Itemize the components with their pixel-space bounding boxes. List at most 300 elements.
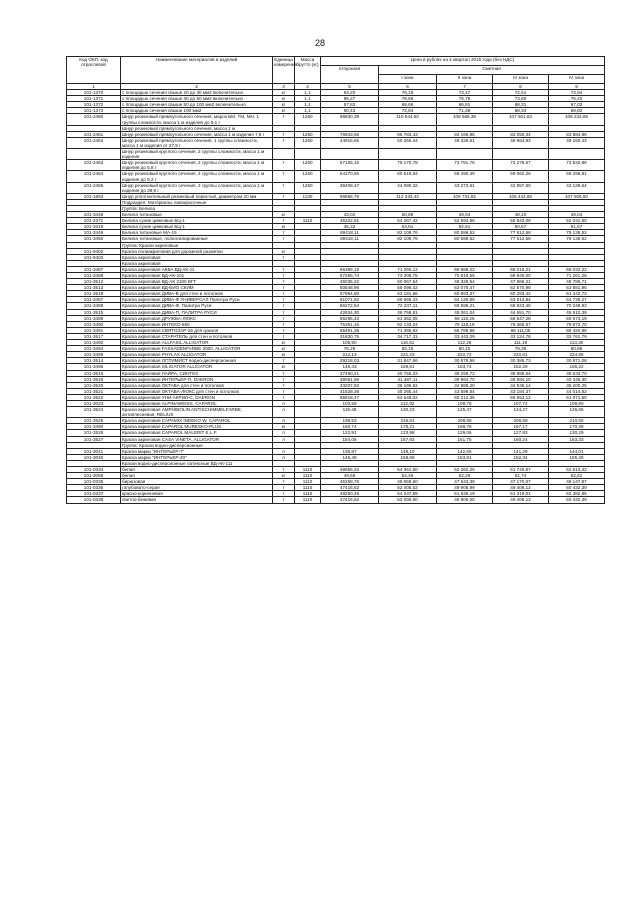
cell-zone-1-price: 60 519,64 xyxy=(379,171,437,182)
cell-zone-3-price: 73,80 xyxy=(493,96,549,102)
cell-zone-2-price: 69 586,21 xyxy=(437,303,493,309)
cell-name: Краска акриловая ДИВА-В для стен и потолков xyxy=(121,291,273,297)
column-number: 5 xyxy=(321,84,379,90)
column-number: 3 xyxy=(273,84,295,90)
cell-code: 101-3515 xyxy=(67,309,121,315)
cell-zone-2-price: 64 125,55 xyxy=(437,297,493,303)
cell-code: 101-3490 xyxy=(67,424,121,430)
cell-zone-3-price: 73 278,57 xyxy=(493,160,549,171)
cell-name: Краска акриловая AMPHIBOLIN ANTISCHIMMELFARBE, антиплесневая, RELIUS xyxy=(121,407,273,418)
cell-release-price: 65399,19 xyxy=(321,266,379,272)
cell-zone-4-price: 52 382,85 xyxy=(549,491,605,497)
cell-zone-2-price: 71,38 xyxy=(437,108,493,114)
cell-zone-4-price: 51,67 xyxy=(549,224,605,230)
cell-mass: 1110 xyxy=(295,473,321,479)
cell-code: 101-3513 xyxy=(67,285,121,291)
cell-zone-4-price: 49,04 xyxy=(549,212,605,218)
cell-zone-1-price: 63 181,86 xyxy=(379,291,437,297)
cell-zone-3-price: 111,19 xyxy=(493,340,549,346)
cell-name: с площадью сечения свыше 50 до 100 мм2 включительно xyxy=(121,102,273,108)
cell-code: 101-3496 xyxy=(67,364,121,370)
cell-release-price: 99856,79 xyxy=(321,193,379,199)
cell-unit: кг xyxy=(273,212,295,218)
cell-name: Краска акриловая ДИВА-Ф УНИВЕРСАЛ Палитра Руси xyxy=(121,297,273,303)
cell-code: 101-3516 xyxy=(67,370,121,376)
cell-name: Краска марки "ИНТЕРЬЕР-7" xyxy=(121,448,273,454)
cell-name: Краска акриловая PHYLAX ALLIGATOR xyxy=(121,352,273,358)
cell-name: Краска марки "ИНТЕРЬЕР-20" xyxy=(121,454,273,460)
cell-code: 101-0337 xyxy=(67,491,121,497)
cell-zone-3-price: 51,74 xyxy=(493,473,549,479)
cell-name: Шнур резиновый круглого сечения, 2 группы сложности, масса 1 м изделия до 39,9 г xyxy=(121,182,273,193)
cell-zone-1-price: 36 196,52 xyxy=(379,382,437,388)
cell-zone-1-price: 83,16 xyxy=(379,346,437,352)
cell-zone-1-price: 76,18 xyxy=(379,90,437,96)
cell-release-price: 45,32 xyxy=(321,224,379,230)
cell-zone-4-price: 224,86 xyxy=(549,352,605,358)
cell-unit: т xyxy=(273,370,295,376)
cell-zone-4-price: 71 261,28 xyxy=(549,273,605,279)
cell-zone-4-price: 155,22 xyxy=(549,364,605,370)
cell-code: 101-3489 xyxy=(67,315,121,321)
cell-zone-3-price: 50,67 xyxy=(493,224,549,230)
cell-zone-1-price: 69,66 xyxy=(379,102,437,108)
cell-code: 101-1373 xyxy=(67,108,121,114)
cell-code: 101-0338 xyxy=(67,497,121,503)
cell-unit: кг xyxy=(273,473,295,479)
cell-zone-1-price: 159,61 xyxy=(379,364,437,370)
cell-zone-2-price: 49 326,61 xyxy=(437,137,493,148)
cell-unit: кг xyxy=(273,108,295,114)
cell-name: Краска акриловая ЛАЙРА, СИНТЕЗ xyxy=(121,370,273,376)
cell-release-price: 47416,62 xyxy=(321,497,379,503)
cell-zone-2-price: 153,74 xyxy=(437,364,493,370)
cell-name: белая xyxy=(121,473,273,479)
cell-name: Подраздел: Материалы лакокрасочные xyxy=(121,199,273,205)
cell-name: голубовато-серая xyxy=(121,485,273,491)
cell-code: 101-3488 xyxy=(67,273,121,279)
cell-zone-2-price: 129,06 xyxy=(437,430,493,436)
cell-zone-4-price: 69 033,22 xyxy=(549,266,605,272)
cell-zone-2-price xyxy=(437,149,493,160)
page-number: 28 xyxy=(314,38,325,48)
cell-zone-1-price: 231,23 xyxy=(379,352,437,358)
cell-zone-3-price: 68 111,05 xyxy=(493,327,549,333)
cell-zone-1-price: 72,84 xyxy=(379,108,437,114)
cell-zone-3-price: 39 584,10 xyxy=(493,376,549,382)
cell-name: Группа: Белила xyxy=(121,205,273,211)
cell-mass: 1260 xyxy=(295,114,321,125)
cell-code: 101-3521 xyxy=(67,388,121,394)
cell-name: Краска акриловая ДИВА-Ф, Палитра Руси xyxy=(121,303,273,309)
cell-mass: 1110 xyxy=(295,491,321,497)
cell-zone-2-price: 48 326,54 xyxy=(437,279,493,285)
cell-zone-3-price: 167,17 xyxy=(493,424,549,430)
cell-name: Краска акриловая ИНТЕКО-650 xyxy=(121,321,273,327)
cell-release-price: 65918,47 xyxy=(321,394,379,400)
cell-release-price: 75351,16 xyxy=(321,321,379,327)
cell-release-price: 66272,54 xyxy=(321,303,379,309)
cell-zone-2-price: 49 905,99 xyxy=(437,485,493,491)
cell-zone-4-price: 109,80 xyxy=(549,400,605,406)
cell-code: 101-0336 xyxy=(67,485,121,491)
cell-unit: кг xyxy=(273,224,295,230)
cell-name: Краска акриловая CAPAROL MURESKO-PLUS xyxy=(121,424,273,430)
cell-zone-4-price: 126,65 xyxy=(549,407,605,418)
cell-zone-1-price: 54 287,42 xyxy=(379,218,437,224)
cell-zone-2-price: 66,91 xyxy=(437,102,493,108)
cell-unit: т xyxy=(273,315,295,321)
table-row xyxy=(67,137,605,148)
cell-code: 101-3023 xyxy=(67,400,121,406)
cell-zone-3-price: 44 651,70 xyxy=(493,309,549,315)
cell-release-price: 146,49 xyxy=(321,454,379,460)
cell-zone-4-price: 44 014,82 xyxy=(549,388,605,394)
header-zone-3: III зона xyxy=(493,75,549,84)
cell-zone-3-price: 30 386,73 xyxy=(493,358,549,364)
header-price-title: Цена в рублях на 4 квартал 2015 года (без НДС) xyxy=(321,57,605,66)
column-number: 6 xyxy=(379,84,437,90)
cell-name: Краска акриловая АКВА ВД-АК-11 xyxy=(121,266,273,272)
cell-code: 101-3525 xyxy=(67,418,121,424)
cell-mass: 1110 xyxy=(295,485,321,491)
cell-zone-3-price: 68,34 xyxy=(493,108,549,114)
cell-mass: 1260 xyxy=(295,137,321,148)
cell-zone-1-price: 216,51 xyxy=(379,418,437,424)
cell-zone-2-price: 108,76 xyxy=(437,400,493,406)
cell-name: Шнур резиновый прямоугольного сечения, масса 1 м изделия 7,8 г xyxy=(121,131,273,137)
cell-zone-3-price xyxy=(493,149,549,160)
cell-zone-2-price: 45 061,04 xyxy=(437,309,493,315)
cell-zone-4-price: 45 510,39 xyxy=(549,309,605,315)
cell-release-price: 146,43 xyxy=(321,364,379,370)
column-number: 2 xyxy=(121,84,273,90)
cell-zone-3-price: 127,83 xyxy=(493,430,549,436)
cell-zone-2-price: 153,81 xyxy=(437,454,493,460)
cell-zone-2-price: 59 490,49 xyxy=(437,171,493,182)
cell-release-price: 39408,47 xyxy=(321,182,379,193)
cell-unit: т xyxy=(273,358,295,364)
cell-name: белая xyxy=(121,467,273,473)
cell-name: Краска акриловая СТАРАТЕЛЬ для стен и потолков xyxy=(121,333,273,339)
cell-code: 101-3495 xyxy=(67,352,121,358)
cell-unit: т xyxy=(273,266,295,272)
cell-release-price: 50548,96 xyxy=(321,285,379,291)
cell-zone-1-price: 61 362,05 xyxy=(379,315,437,321)
cell-code: 101-3520 xyxy=(67,382,121,388)
cell-release-price: 69418,11 xyxy=(321,230,379,236)
cell-zone-2-price: 84 166,85 xyxy=(437,131,493,137)
cell-release-price: 65,27 xyxy=(321,96,379,102)
cell-name: Краска акриловая ВД-АК 2180 ВГТ xyxy=(121,279,273,285)
cell-zone-3-price: 42 957,60 xyxy=(493,182,549,193)
cell-zone-3-price: 141,29 xyxy=(493,448,549,454)
cell-name: Шнур резиновый круглого сечения, 2 группы сложности, масса 1 м изделия до 9,2 г xyxy=(121,171,273,182)
cell-code: 101-3522 xyxy=(67,394,121,400)
cell-zone-2-price: 70 618,59 xyxy=(437,273,493,279)
cell-zone-4-price: 39 633,70 xyxy=(549,370,605,376)
header-mass: Масса брутто (кг) xyxy=(295,57,321,84)
cell-zone-4-price: 52,61 xyxy=(549,473,605,479)
cell-zone-4-price: 79 135,52 xyxy=(549,230,605,236)
cell-zone-1-price: 52 005,50 xyxy=(379,497,437,503)
cell-name: Краска акриловая ДИВА-П, ПАЛИТРА РУСИ xyxy=(121,309,273,315)
cell-code: 101-2464 xyxy=(67,171,121,182)
cell-release-price: 63,20 xyxy=(321,90,379,96)
cell-zone-1-price: 116,51 xyxy=(379,340,437,346)
cell-zone-1-price: 31 847,66 xyxy=(379,358,437,364)
cell-zone-3-price: 105 443,88 xyxy=(493,193,549,199)
cell-mass: 1110 xyxy=(295,218,321,224)
cell-zone-1-price: 46 758,81 xyxy=(379,309,437,315)
cell-name: с площадью сечения свыше 100 мм2 xyxy=(121,108,273,114)
cell-zone-2-price: 108 569,38 xyxy=(437,114,493,125)
cell-zone-2-price: 76,78 xyxy=(437,96,493,102)
cell-release-price: 31830,75 xyxy=(321,333,379,339)
cell-unit: т xyxy=(273,467,295,473)
cell-release-price: 57,82 xyxy=(321,102,379,108)
cell-name: Шнур резиновый прямоугольного сечения, марок БМ, ТМ, МН, 1 группы сложности, масса 1 м изделия до 5,1 г xyxy=(121,114,273,125)
cell-name: с площадью сечения свыше 20 до 30 мм2 включительно xyxy=(121,90,273,96)
cell-name: красно-коричневая xyxy=(121,491,273,497)
cell-zone-4-price: 49 160,43 xyxy=(549,137,605,148)
cell-unit: т xyxy=(273,309,295,315)
cell-mass: 1130 xyxy=(295,193,321,199)
cell-unit: т xyxy=(273,394,295,400)
header-unit: Единица измерения xyxy=(273,57,295,84)
cell-zone-1-price: 175,21 xyxy=(379,424,437,430)
cell-unit: т xyxy=(273,193,295,199)
cell-zone-2-price: 80 586,52 xyxy=(437,236,493,242)
cell-zone-3-price: 50 943,08 xyxy=(493,218,549,224)
cell-zone-1-price: 50,89 xyxy=(379,212,437,218)
cell-name: Краска акриловая xyxy=(121,254,273,260)
cell-code: 101-0334 xyxy=(67,467,121,473)
cell-code: 101-3524 xyxy=(67,407,121,418)
cell-code: 101-3487 xyxy=(67,266,121,272)
cell-unit: т xyxy=(273,382,295,388)
cell-release-price: 61071,92 xyxy=(321,297,379,303)
cell-zone-1-price: 110 644,50 xyxy=(379,114,437,125)
cell-zone-4-price: 130,29 xyxy=(549,430,605,436)
cell-unit: т xyxy=(273,160,295,171)
cell-name: Краска акриловая CAPAMIX INDEKO W, CAPAROL xyxy=(121,418,273,424)
cell-name: светло-бежевая xyxy=(121,497,273,503)
cell-unit: т xyxy=(273,485,295,491)
cell-unit: т xyxy=(273,491,295,497)
cell-code: 101-3488 xyxy=(67,303,121,309)
cell-zone-1-price: 72 237,11 xyxy=(379,303,437,309)
cell-zone-3-price: 63 514,84 xyxy=(493,297,549,303)
cell-unit: л xyxy=(273,454,295,460)
cell-zone-4-price: 73,94 xyxy=(549,90,605,96)
cell-unit: кг xyxy=(273,352,295,358)
cell-name: Краска акриловая ДРУЖБА-ЛЮКС xyxy=(121,315,273,321)
cell-code: 101-3526 xyxy=(67,430,121,436)
cell-unit: т xyxy=(273,297,295,303)
cell-zone-1-price: 82 109,76 xyxy=(379,236,437,242)
cell-zone-2-price: 39 259,72 xyxy=(437,370,493,376)
cell-zone-3-price: 220,61 xyxy=(493,352,549,358)
cell-zone-3-price: 52 570,98 xyxy=(493,285,549,291)
cell-zone-4-price: 210,55 xyxy=(549,418,605,424)
cell-zone-1-price: 34 717,31 xyxy=(379,333,437,339)
cell-zone-2-price: 79 119,19 xyxy=(437,321,493,327)
cell-release-price: 37490,21 xyxy=(321,370,379,376)
cell-release-price: 135,87 xyxy=(321,448,379,454)
header-estimate: Сметная xyxy=(379,66,605,75)
cell-name: бирюзовая xyxy=(121,479,273,485)
cell-zone-1-price: 52 005,52 xyxy=(379,485,437,491)
cell-zone-4-price: 170,39 xyxy=(549,424,605,430)
cell-mass: 1260 xyxy=(295,131,321,137)
cell-zone-1-price: 78,68 xyxy=(379,96,437,102)
cell-code: 101-0335 xyxy=(67,479,121,485)
cell-zone-2-price: 161,75 xyxy=(437,436,493,442)
cell-zone-1-price: 133,98 xyxy=(379,430,437,436)
cell-zone-4-price: 50 432,39 xyxy=(549,485,605,491)
cell-zone-4-price: 59 296,81 xyxy=(549,171,605,182)
cell-zone-1-price: 75 170,78 xyxy=(379,160,437,171)
cell-zone-3-price: 58 547,28 xyxy=(493,315,549,321)
cell-unit: т xyxy=(273,333,295,339)
cell-code: 101-3491 xyxy=(67,327,121,333)
cell-zone-4-price: 69 420,88 xyxy=(549,327,605,333)
cell-zone-4-price: 61 442,72 xyxy=(549,291,605,297)
cell-name: Белила сухие цинковые БЦ-1 xyxy=(121,224,273,230)
cell-mass: 1,1 xyxy=(295,90,321,96)
cell-unit: кг xyxy=(273,340,295,346)
cell-zone-4-price: 35 200,25 xyxy=(549,382,605,388)
cell-zone-3-price: 49 406,13 xyxy=(493,497,549,503)
cell-code: 101-2463 xyxy=(67,160,121,171)
table-row xyxy=(67,114,605,125)
cell-zone-3-price: 79,35 xyxy=(493,346,549,352)
cell-zone-4-price: 64 736,27 xyxy=(549,297,605,303)
cell-zone-3-price: 68 015,21 xyxy=(493,266,549,272)
cell-mass xyxy=(295,149,321,160)
cell-zone-2-price: 80 586,52 xyxy=(437,230,493,236)
cell-zone-2-price: 47 643,39 xyxy=(437,479,493,485)
cell-zone-4-price: 107 608,50 xyxy=(549,193,605,199)
cell-zone-1-price: 71 385,62 xyxy=(379,327,437,333)
cell-zone-2-price: 52,26 xyxy=(437,473,493,479)
cell-zone-4-price: 61 071,50 xyxy=(549,394,605,400)
cell-mass: 1110 xyxy=(295,467,321,473)
cell-zone-1-price: 50 067,54 xyxy=(379,279,437,285)
cell-zone-4-price: 30 971,08 xyxy=(549,358,605,364)
cell-zone-2-price: 208,56 xyxy=(437,418,493,424)
cell-zone-4-price: 108 233,68 xyxy=(549,114,605,125)
cell-release-price: 49250,49 xyxy=(321,491,379,497)
cell-name: Краска акриловая xyxy=(121,260,273,266)
cell-release-price: 38061,59 xyxy=(321,376,379,382)
cell-zone-4-price: 70 248,93 xyxy=(549,303,605,309)
cell-zone-2-price: 43 599,54 xyxy=(437,388,493,394)
cell-release-price: 96830,39 xyxy=(321,114,379,125)
cell-zone-2-price: 125,47 xyxy=(437,407,493,418)
cell-zone-4-price: 52 031,80 xyxy=(549,218,605,224)
cell-name: Краска акриловая SILIGATOR ALLIGATOR xyxy=(121,364,273,370)
cell-unit: кг xyxy=(273,364,295,370)
cell-name: Краска акриловая ОКТАВА-ЛЮКС для стен и потолков xyxy=(121,388,273,394)
cell-code: 101-2461 xyxy=(67,131,121,137)
cell-zone-2-price: 60 863,07 xyxy=(437,291,493,297)
cell-zone-4-price: 155,28 xyxy=(549,454,605,460)
header-name: Наименование материалов и изделий xyxy=(121,57,273,84)
cell-zone-2-price: 43 273,61 xyxy=(437,182,493,193)
cell-name: Краска акриловая CASA VINETA, ALLIGATOR xyxy=(121,436,273,442)
cell-unit: т xyxy=(273,497,295,503)
cell-zone-4-price: 73 532,89 xyxy=(549,160,605,171)
cell-unit: т xyxy=(273,285,295,291)
cell-zone-1-price: 54,46 xyxy=(379,473,437,479)
cell-unit: т xyxy=(273,171,295,182)
cell-code: 101-1370 xyxy=(67,90,121,96)
cell-zone-2-price: 73,17 xyxy=(437,90,493,96)
cell-zone-1-price: 53,81 xyxy=(379,224,437,230)
cell-zone-4-price: 59 673,19 xyxy=(549,315,605,321)
cell-zone-1-price: 167,93 xyxy=(379,436,437,442)
cell-zone-2-price: 109 731,82 xyxy=(437,193,493,199)
cell-code: 101-3450 xyxy=(67,236,121,242)
cell-release-price: 106,90 xyxy=(321,340,379,346)
cell-zone-4-price: 113,30 xyxy=(549,340,605,346)
cell-code: 101-3319 xyxy=(67,224,121,230)
cell-name: Белила титановые МА-15 xyxy=(121,230,273,236)
cell-mass: 1,1 xyxy=(295,108,321,114)
cell-name: Шнур резиновый круглого сечения, 2 группы сложности, масса 1 м изделия xyxy=(121,149,273,160)
cell-name: Группа: Краски водно-дисперсионные xyxy=(121,442,273,448)
cell-name: Шнур уплотнительный резиновый пористый, диаметром 20 мм xyxy=(121,193,273,199)
cell-release-price: 122,91 xyxy=(321,430,379,436)
cell-zone-2-price: 33 443,29 xyxy=(437,333,493,339)
cell-zone-1-price: 130,23 xyxy=(379,407,437,418)
cell-release-price: 198,53 xyxy=(321,418,379,424)
cell-mass: 1,1 xyxy=(295,102,321,108)
cell-zone-1-price xyxy=(379,149,437,160)
cell-release-price: 103,59 xyxy=(321,400,379,406)
cell-code: 101-3519 xyxy=(67,376,121,382)
cell-zone-2-price: 49,94 xyxy=(437,212,493,218)
cell-name: Краска акриловая CAPAROL MALERIT E.L.F. xyxy=(121,430,273,436)
cell-zone-4-price: 52 613,42 xyxy=(549,467,605,473)
cell-code: 101-2462 xyxy=(67,137,121,148)
cell-release-price: 154,06 xyxy=(321,436,379,442)
cell-name: Шнур резиновый прямоугольного сечения, 1 группы сложности, масса 1 м изделия от 27,9 г xyxy=(121,137,273,148)
cell-zone-3-price: 107 601,53 xyxy=(493,114,549,125)
cell-unit: т xyxy=(273,388,295,394)
cell-unit: т xyxy=(273,321,295,327)
cell-code: 101-3490 xyxy=(67,321,121,327)
cell-code: 101-9403 xyxy=(67,254,121,260)
cell-unit: кг xyxy=(273,102,295,108)
cell-unit: л xyxy=(273,436,295,442)
cell-zone-2-price: 34 868,20 xyxy=(437,382,493,388)
cell-mass: 1260 xyxy=(295,171,321,182)
cell-zone-1-price: 44 090,32 xyxy=(379,182,437,193)
cell-code: 101-3066 xyxy=(67,473,121,479)
cell-zone-3-price: 47 866,21 xyxy=(493,279,549,285)
cell-zone-2-price: 69 869,22 xyxy=(437,266,493,272)
cell-code: 101-2371 xyxy=(67,218,121,224)
cell-code: 101-3487 xyxy=(67,297,121,303)
cell-unit: т xyxy=(273,327,295,333)
cell-zone-2-price: 73 781,75 xyxy=(437,160,493,171)
cell-zone-4-price: 40 345,30 xyxy=(549,376,605,382)
cell-unit: т xyxy=(273,236,295,242)
cell-zone-4-price: 79 872,70 xyxy=(549,321,605,327)
